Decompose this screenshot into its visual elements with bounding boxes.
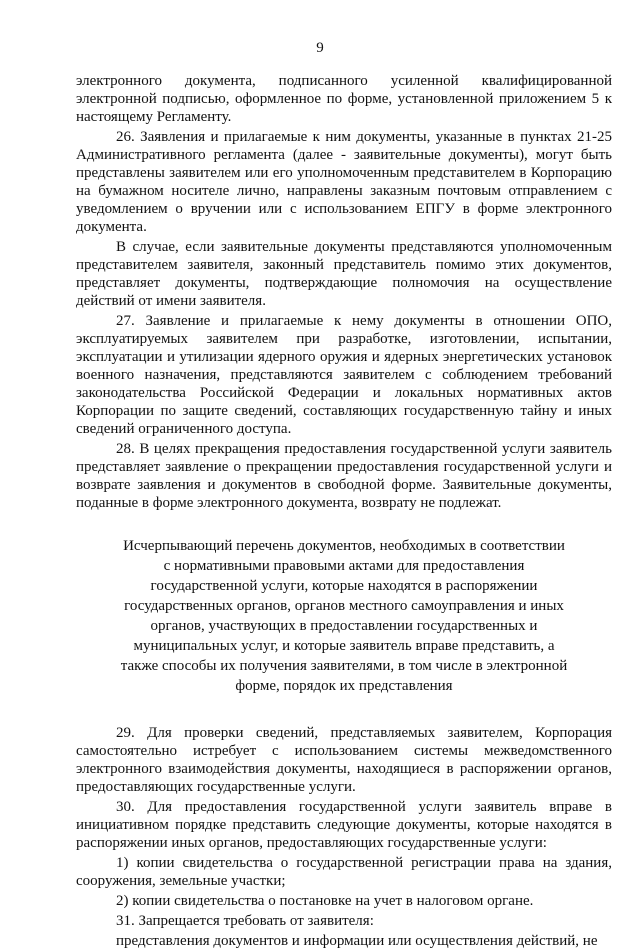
section-heading: Исчерпывающий перечень документов, необходимых в соответствии с нормативными правовыми актами для предоставления государственной услуги, которые находятся в распоряжении государственных органов, органов местного самоуправления и иных органов, участвующих в предоставлении государственных и муниципальных услуг, и которые заявитель вправе представить, а также способы их получения заявителями, в том числе в электронной форме, порядок их представления xyxy=(120,538,568,694)
paragraph: электронного документа, подписанного усиленной квалифицированной электронной подписью, оформленное по форме, установленной приложением 5 к настоящему Регламенту. xyxy=(76,73,612,125)
paragraph: 27. Заявление и прилагаемые к нему документы в отношении ОПО, эксплуатируемых заявителем при разработке, изготовлении, испытании, эксплуатации и утилизации ядерного оружия и ядерных энергетических установок военного назначения, представляются заявителем с соблюдением требований законодательства Российской Федерации и локальных нормативных актов Корпорации по защите сведений, составляющих государственную тайну и иных сведений ограниченного доступа. xyxy=(76,313,612,437)
paragraph: 31. Запрещается требовать от заявителя: xyxy=(116,913,374,929)
document-body xyxy=(76,72,612,950)
paragraph: В случае, если заявительные документы представляются уполномоченным представителем заявителя, законный представитель помимо этих документов, представляет документы, подтверждающие полномочия на осуществление действий от имени заявителя. xyxy=(76,239,612,309)
paragraph: представления документов и информации или осуществления действий, не xyxy=(116,933,598,949)
paragraph: 29. Для проверки сведений, представляемых заявителем, Корпорация самостоятельно истребует с использованием системы межведомственного электронного взаимодействия документы, находящиеся в распоряжении органов, предоставляющих государственные услуги. xyxy=(76,725,612,795)
paragraph: 26. Заявления и прилагаемые к ним документы, указанные в пунктах 21-25 Административного регламента (далее - заявительные документы), могут быть представлены заявителем или его уполномоченным представителем в Корпорацию на бумажном носителе лично, направлены заказным почтовым отправлением с уведомлением о вручении или с использованием ЕПГУ в форме электронного документа. xyxy=(76,129,612,235)
page-number: 9 xyxy=(316,40,324,56)
paragraph: 28. В целях прекращения предоставления государственной услуги заявитель представляет заявление о прекращении предоставления государственной услуги и возврате заявления и документов в свободной форме. Заявительные документы, поданные в форме электронного документа, возврату не подлежат. xyxy=(76,441,612,511)
paragraph: 30. Для предоставления государственной услуги заявитель вправе в инициативном порядке представить следующие документы, которые находятся в распоряжении иных органов, предоставляющих государственные услуги: xyxy=(76,799,612,851)
list-item: 2) копии свидетельства о постановке на учет в налоговом органе. xyxy=(116,893,534,909)
list-item: 1) копии свидетельства о государственной регистрации права на здания, сооружения, земельные участки; xyxy=(76,855,612,889)
